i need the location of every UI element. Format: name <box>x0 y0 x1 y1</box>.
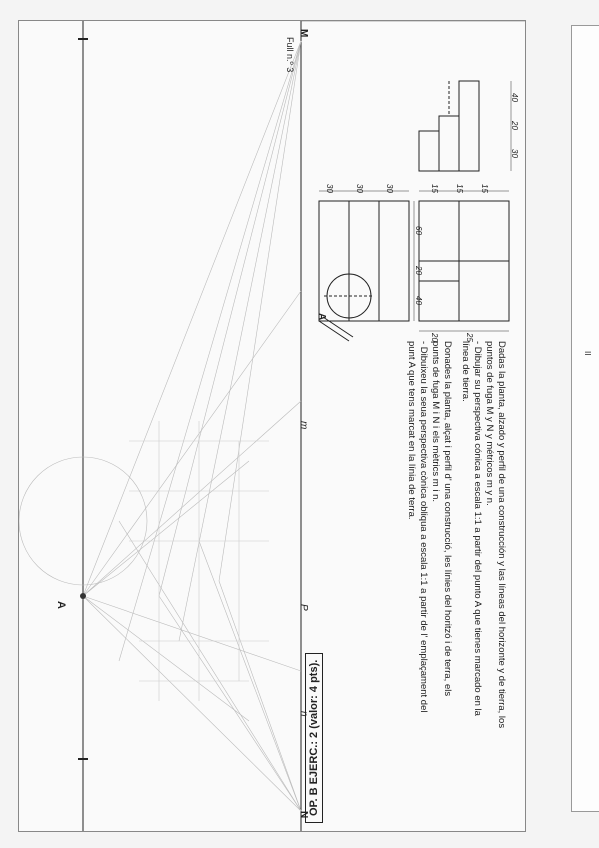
exercise-header-text: OP. B EJERC.: 2 (valor: 4 pts). <box>308 659 320 816</box>
statement-ca-line: punt A que tens marcat en la línia de terra. <box>406 341 417 520</box>
side-mark <box>583 351 592 355</box>
statement-ca-line: punts de fuga M i N i els mètrics m i n. <box>430 341 441 503</box>
dim-30-profile <box>510 149 519 158</box>
statement-ca <box>405 341 453 728</box>
vanishing-point-N <box>298 811 309 818</box>
statement-es-line: línea de tierra. <box>460 341 471 402</box>
statement-es-line: Dadas la planta, alzado y perfil de una construcción y las líneas del horizonte y de tierra, los <box>496 341 507 729</box>
vanishing-point-M <box>298 29 309 37</box>
principal-point-P <box>298 604 309 611</box>
exercise-header-box <box>305 653 323 823</box>
label-A-ground: A <box>55 601 67 609</box>
dim-text: 30 <box>385 184 394 193</box>
dim-text: 30 <box>355 184 364 193</box>
adjacent-sheet <box>571 25 599 812</box>
ground-point-A <box>55 601 67 609</box>
statement-block <box>405 341 507 728</box>
metric-point-n <box>298 711 309 717</box>
statement-ca-line: Donades la planta, alçat i perfil d' una construcció, les línies del horitzó i de terra, els <box>442 341 453 697</box>
exam-sheet <box>18 20 526 832</box>
dim-text: 15 <box>455 184 464 193</box>
dim-60 <box>414 226 423 235</box>
label-P: P <box>298 604 309 611</box>
statement-ca-line: - Dibuixeu la seua perspectiva cònica obliqua a escala 1:1 a partir de l' emplaçament del <box>418 341 429 713</box>
label-M: M <box>298 29 309 38</box>
dim-20-elev <box>414 266 423 275</box>
dim-text: 25 <box>465 333 474 342</box>
dim-text: 20 <box>414 266 423 275</box>
dim-text: 60 <box>414 226 423 235</box>
dim-40-elev <box>414 296 423 305</box>
dim-15-b <box>455 184 464 193</box>
dim-30-plan-a <box>325 184 334 193</box>
dim-15-a <box>430 184 439 193</box>
statement-es <box>459 341 507 728</box>
label-N: N <box>298 811 309 819</box>
label-n: n <box>298 711 309 717</box>
statement-es-line: - Dibujar su perspectiva cónica a escala 1:1 a partir del punto A que tienes marcado en la <box>472 341 483 716</box>
label-A-plan: A <box>316 313 327 321</box>
dim-text: 40 <box>510 93 519 102</box>
dim-20-profile <box>510 121 519 130</box>
dim-text: 30 <box>510 149 519 158</box>
dim-text: 30 <box>325 184 334 193</box>
plan-point-A <box>316 313 327 320</box>
statement-es-line: puntos de fuga M y N y métricos m y n. <box>484 341 495 506</box>
sheet-number-text: Full n.º 3 <box>285 37 295 73</box>
dim-40-profile <box>510 93 519 102</box>
dim-text: 40 <box>414 296 423 305</box>
dim-text: 20 <box>510 121 519 130</box>
dim-15-c <box>480 184 489 193</box>
dim-text: 20 <box>430 333 439 342</box>
label-m: m <box>298 421 309 430</box>
dim-30-plan-b <box>355 184 364 193</box>
dim-30-plan-c <box>385 184 394 193</box>
dim-text: 15 <box>480 184 489 193</box>
sheet-number <box>285 37 295 72</box>
dim-text: 15 <box>430 184 439 193</box>
metric-point-m <box>298 421 309 429</box>
side-mark-text: II <box>583 351 592 356</box>
